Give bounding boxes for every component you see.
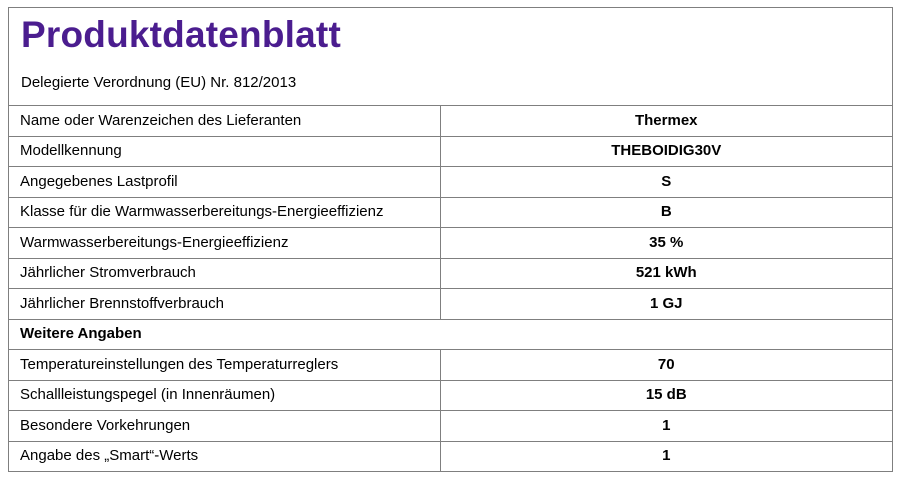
row-value: 1 xyxy=(440,411,892,442)
section-header-row xyxy=(9,319,892,350)
product-data-sheet xyxy=(8,7,893,472)
row-label: Angabe des „Smart“-Werts xyxy=(9,441,440,471)
row-label: Jährlicher Brennstoffverbrauch xyxy=(9,289,440,320)
table-row xyxy=(9,197,892,228)
row-value: S xyxy=(440,167,892,198)
row-value: B xyxy=(440,197,892,228)
table-row xyxy=(9,289,892,320)
table-row xyxy=(9,350,892,381)
row-label: Besondere Vorkehrungen xyxy=(9,411,440,442)
row-value: 521 kWh xyxy=(440,258,892,289)
page-title: Produktdatenblatt xyxy=(21,14,341,55)
table-row xyxy=(9,258,892,289)
row-value: 15 dB xyxy=(440,380,892,411)
table-row xyxy=(9,136,892,167)
row-label: Schallleistungspegel (in Innenräumen) xyxy=(9,380,440,411)
row-value: Thermex xyxy=(634,111,698,129)
table-row xyxy=(9,228,892,259)
row-label: Klasse für die Warmwasserbereitungs-Energieeffizienz xyxy=(9,197,440,228)
table-row xyxy=(9,380,892,411)
regulation-reference: Delegierte Verordnung (EU) Nr. 812/2013 xyxy=(21,74,297,91)
row-value: 70 xyxy=(440,350,892,381)
data-table xyxy=(9,106,892,471)
row-label: Modellkennung xyxy=(9,136,440,167)
row-value: 1 xyxy=(440,441,892,471)
sheet-header xyxy=(9,8,892,106)
row-label: Name oder Warenzeichen des Lieferanten xyxy=(9,106,440,136)
section-heading: Weitere Angaben xyxy=(9,319,892,350)
table-row xyxy=(9,167,892,198)
row-label: Warmwasserbereitungs-Energieeffizienz xyxy=(9,228,440,259)
row-value: THEBOIDIG30V xyxy=(440,136,892,167)
table-row xyxy=(9,106,892,136)
row-label: Angegebenes Lastprofil xyxy=(9,167,440,198)
table-row xyxy=(9,441,892,471)
row-label: Temperatureinstellungen des Temperaturreglers xyxy=(9,350,440,381)
row-value: 35 % xyxy=(440,228,892,259)
row-value: 1 GJ xyxy=(440,289,892,320)
table-row xyxy=(9,411,892,442)
row-label: Jährlicher Stromverbrauch xyxy=(9,258,440,289)
